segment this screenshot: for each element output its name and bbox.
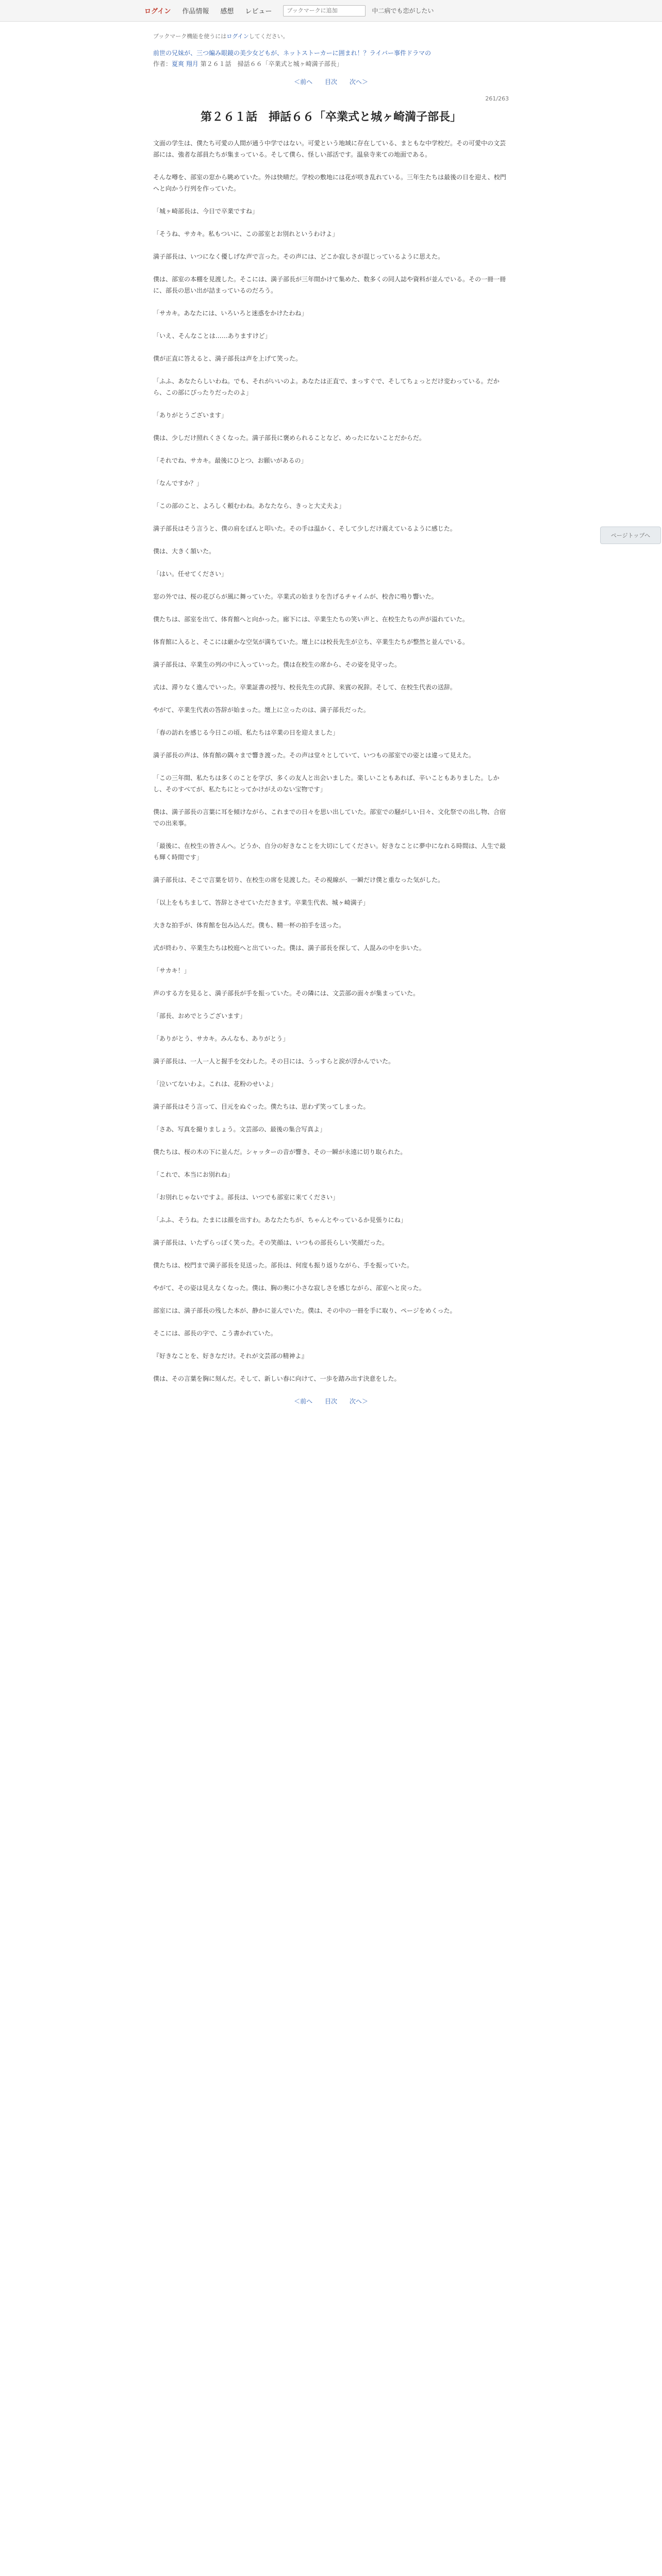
body-paragraph: 僕は、大きく頷いた。 [153, 548, 216, 555]
body-paragraph: 満子部長は、卒業生の列の中に入っていった。僕は在校生の席から、その姿を見守った。 [153, 661, 401, 668]
body-paragraph: 『好きなことを、好きなだけ。それが文芸部の精神よ』 [153, 1352, 308, 1360]
body-paragraph: 満子部長は、そこで言葉を切り、在校生の席を見渡した。その視線が、一瞬だけ僕と重なった気がした。 [153, 876, 444, 884]
main-content [153, 32, 509, 1405]
login-notice [153, 32, 509, 40]
body-paragraph: 「以上をもちまして、答辞とさせていただきます。卒業生代表、城ヶ崎満子」 [153, 899, 369, 906]
body-paragraph: 声のする方を見ると、満子部長が手を振っていた。その隣には、文芸部の面々が集まっていた。 [153, 990, 420, 997]
body-paragraph: 「お別れじゃないですよ。部長は、いつでも部室に来てください」 [153, 1194, 339, 1201]
body-paragraph: 満子部長は、一人一人と握手を交わした。その目には、うっすらと涙が浮かんでいた。 [153, 1058, 395, 1065]
body-paragraph: 僕たちは、校門まで満子部長を見送った。部長は、何度も振り返りながら、手を振っていた。 [153, 1262, 413, 1269]
body-paragraph: 「さあ、写真を撮りましょう。文芸部の、最後の集合写真よ」 [153, 1126, 326, 1133]
page-top-button[interactable]: ページトップへ [600, 527, 661, 544]
body-paragraph: 「最後に、在校生の皆さんへ。どうか、自分の好きなことを大切にしてください。好きなことに夢中になれる時間は、人生で最も輝く時間です」 [153, 842, 506, 861]
body-paragraph: 満子部長はそう言って、目元をぬぐった。僕たちは、思わず笑ってしまった。 [153, 1103, 370, 1110]
body-paragraph: そこには、部長の字で、こう書かれていた。 [153, 1330, 277, 1337]
series-name: 中二病でも恋がしたい [372, 7, 434, 14]
body-paragraph: 僕たちは、部室を出て、体育館へと向かった。廊下には、卒業生たちの笑い声と、在校生たちの声が溢れていた。 [153, 616, 469, 623]
body-paragraph: 「そうね、サカキ。私もついに、この部室とお別れというわけよ」 [153, 230, 339, 238]
body-paragraph: やがて、その姿は見えなくなった。僕は、胸の奥に小さな寂しさを感じながら、部室へと戻った。 [153, 1284, 425, 1292]
body-paragraph: 「いえ、そんなことは……ありますけど」 [153, 332, 271, 340]
bottom-pager [153, 1397, 509, 1405]
chapter-body [153, 138, 509, 1384]
body-paragraph: 「それでね、サカキ。最後にひとつ、お願いがあるの」 [153, 457, 307, 464]
body-paragraph: 「ありがとう、サカキ。みんなも、ありがとう」 [153, 1035, 289, 1042]
body-paragraph: 「部長、おめでとうございます」 [153, 1012, 246, 1020]
top-navigation-bar [0, 0, 662, 22]
prev-page-link[interactable]: ＜前へ [294, 78, 313, 86]
body-paragraph: 僕は、少しだけ照れくさくなった。満子部長に褒められることなど、めったにないことだからだ。 [153, 434, 425, 442]
chapter-title: 第２６１話 挿話６６「卒業式と城ヶ崎満子部長」 [200, 111, 461, 124]
author-line [153, 59, 509, 68]
notice-prefix: ブックマーク機能を使うには [153, 33, 227, 40]
body-paragraph: 「ふふ、あなたらしいわね。でも、それがいいのよ。あなたは正直で、まっすぐで、そしてちょっとだけ変わっている。だから、この部にぴったりだったのよ」 [153, 378, 500, 396]
body-paragraph: 文面の学生は、僕たち可愛の人間が通う中学ではない。可愛という地域に存在している、まともな中学校だ。その可愛中の文芸部には、強者な部員たちが集まっている。そして僕ら、怪しい部活です。温泉寺来ての地面である。 [153, 140, 506, 158]
notice-login-link[interactable]: ログイン [226, 33, 249, 40]
bottom-next-page-link[interactable]: 次へ＞ [349, 1398, 368, 1405]
body-paragraph: 大きな拍手が、体育館を包み込んだ。僕も、精一杯の拍手を送った。 [153, 922, 345, 929]
body-paragraph: 窓の外では、桜の花びらが風に舞っていた。卒業式の始まりを告げるチャイムが、校舎に鳴り響いた。 [153, 593, 438, 600]
notice-suffix: してください。 [249, 33, 289, 40]
body-paragraph: 満子部長は、いたずらっぽく笑った。その笑顔は、いつもの部長らしい笑顔だった。 [153, 1239, 389, 1246]
body-paragraph: 満子部長は、いつになく優しげな声で言った。その声には、どこか寂しさが混じっているように思えた。 [153, 253, 444, 260]
bottom-prev-page-link[interactable]: ＜前へ [294, 1398, 313, 1405]
body-paragraph: そんな噂を、部室の窓から眺めていた。外は快晴だ。学校の敷地には花が咲き乱れている。三年生たちは最後の日を迎え、校門へと向かう行列を作っていた。 [153, 174, 506, 192]
body-paragraph: 僕が正直に答えると、満子部長は声を上げて笑った。 [153, 355, 302, 362]
body-paragraph: 「春の訪れを感じる今日この頃、私たちは卒業の日を迎えました」 [153, 729, 339, 736]
body-paragraph: 僕は、満子部長の言葉に耳を傾けながら、これまでの日々を思い出していた。部室での騒がしい日々、文化祭での出し物、合宿での出来事。 [153, 808, 506, 827]
body-paragraph: 僕は、部室の本棚を見渡した。そこには、満子部長が三年間かけて集めた、数多くの同人誌や資料が並んでいる。その一冊一冊に、部長の思い出が詰まっているのだろう。 [153, 276, 506, 294]
body-paragraph: 「ありがとうございます」 [153, 412, 228, 419]
body-paragraph: 「城ヶ崎部長は、今日で卒業ですね」 [153, 208, 259, 215]
body-paragraph: 満子部長の声は、体育館の隅々まで響き渡った。その声は堂々としていて、いつもの部室での姿とは違って見えた。 [153, 752, 475, 759]
body-paragraph: 式は、滞りなく進んでいった。卒業証書の授与、校長先生の式辞、来賓の祝辞。そして、在校生代表の送辞。 [153, 684, 456, 691]
chapter-number: 261/263 [485, 95, 509, 102]
body-paragraph: 式が終わり、卒業生たちは校庭へと出ていった。僕は、満子部長を探して、人混みの中を歩いた。 [153, 944, 425, 952]
index-link[interactable]: 目次 [324, 78, 337, 86]
body-paragraph: 「この三年間、私たちは多くのことを学び、多くの友人と出会いました。楽しいこともあれば、辛いこともありました。しかし、そのすべてが、私たちにとってかけがえのない宝物です」 [153, 774, 500, 793]
body-paragraph: やがて、卒業生代表の答辞が始まった。壇上に立ったのは、満子部長だった。 [153, 706, 370, 714]
body-paragraph: 「なんですか？」 [153, 480, 203, 487]
novel-title-link[interactable]: 前世の兄妹が、三つ編み眼鏡の美少女どもが、ネットストーカーに囲まれ！？ライバー事件ドラマの [153, 49, 432, 57]
body-paragraph: 「はい。任せてください」 [153, 570, 228, 578]
current-episode-label: 第２６１話 掃話６６「卒業式と城ヶ崎満子部長」 [200, 60, 343, 67]
body-paragraph: 満子部長はそう言うと、僕の肩をぽんと叩いた。その手は温かく、そして少しだけ震えているように感じた。 [153, 525, 456, 532]
bottom-index-link[interactable]: 目次 [324, 1398, 337, 1405]
bookmark-add-input[interactable] [283, 5, 366, 16]
login-link[interactable]: ログイン [144, 8, 171, 15]
novel-info-link[interactable]: 作品情報 [182, 8, 209, 15]
author-link[interactable]: 夏爽 翔月 [172, 60, 198, 67]
body-paragraph: 「これで、本当にお別れね」 [153, 1171, 234, 1178]
top-pager [153, 77, 509, 86]
body-paragraph: 部室には、満子部長の残した本が、静かに並んでいた。僕は、その中の一冊を手に取り、ページをめくった。 [153, 1307, 456, 1314]
impressions-link[interactable]: 感想 [220, 8, 234, 15]
body-paragraph: 「この部のこと、よろしく頼むわね。あなたなら、きっと大丈夫よ」 [153, 502, 345, 510]
body-paragraph: 僕たちは、桜の木の下に並んだ。シャッターの音が響き、その一瞬が永遠に切り取られた。 [153, 1148, 407, 1156]
review-link[interactable]: レビュー [245, 8, 272, 15]
body-paragraph: 「泣いてないわよ。これは、花粉のせいよ」 [153, 1080, 277, 1088]
body-paragraph: 体育館に入ると、そこには厳かな空気が満ちていた。壇上には校長先生が立ち、卒業生たちが整然と並んでいる。 [153, 638, 469, 646]
next-page-link[interactable]: 次へ＞ [349, 78, 368, 86]
body-paragraph: 「サカキ。あなたには、いろいろと迷惑をかけたわね」 [153, 310, 308, 317]
body-paragraph: 僕は、その言葉を胸に刻んだ。そして、新しい春に向けて、一歩を踏み出す決意をした。 [153, 1375, 401, 1382]
body-paragraph: 「ふふ、そうね。たまには顔を出すわ。あなたたちが、ちゃんとやっているか見張りにね」 [153, 1216, 407, 1224]
author-label: 作者： [153, 60, 172, 67]
body-paragraph: 「サカキ！」 [153, 967, 190, 974]
